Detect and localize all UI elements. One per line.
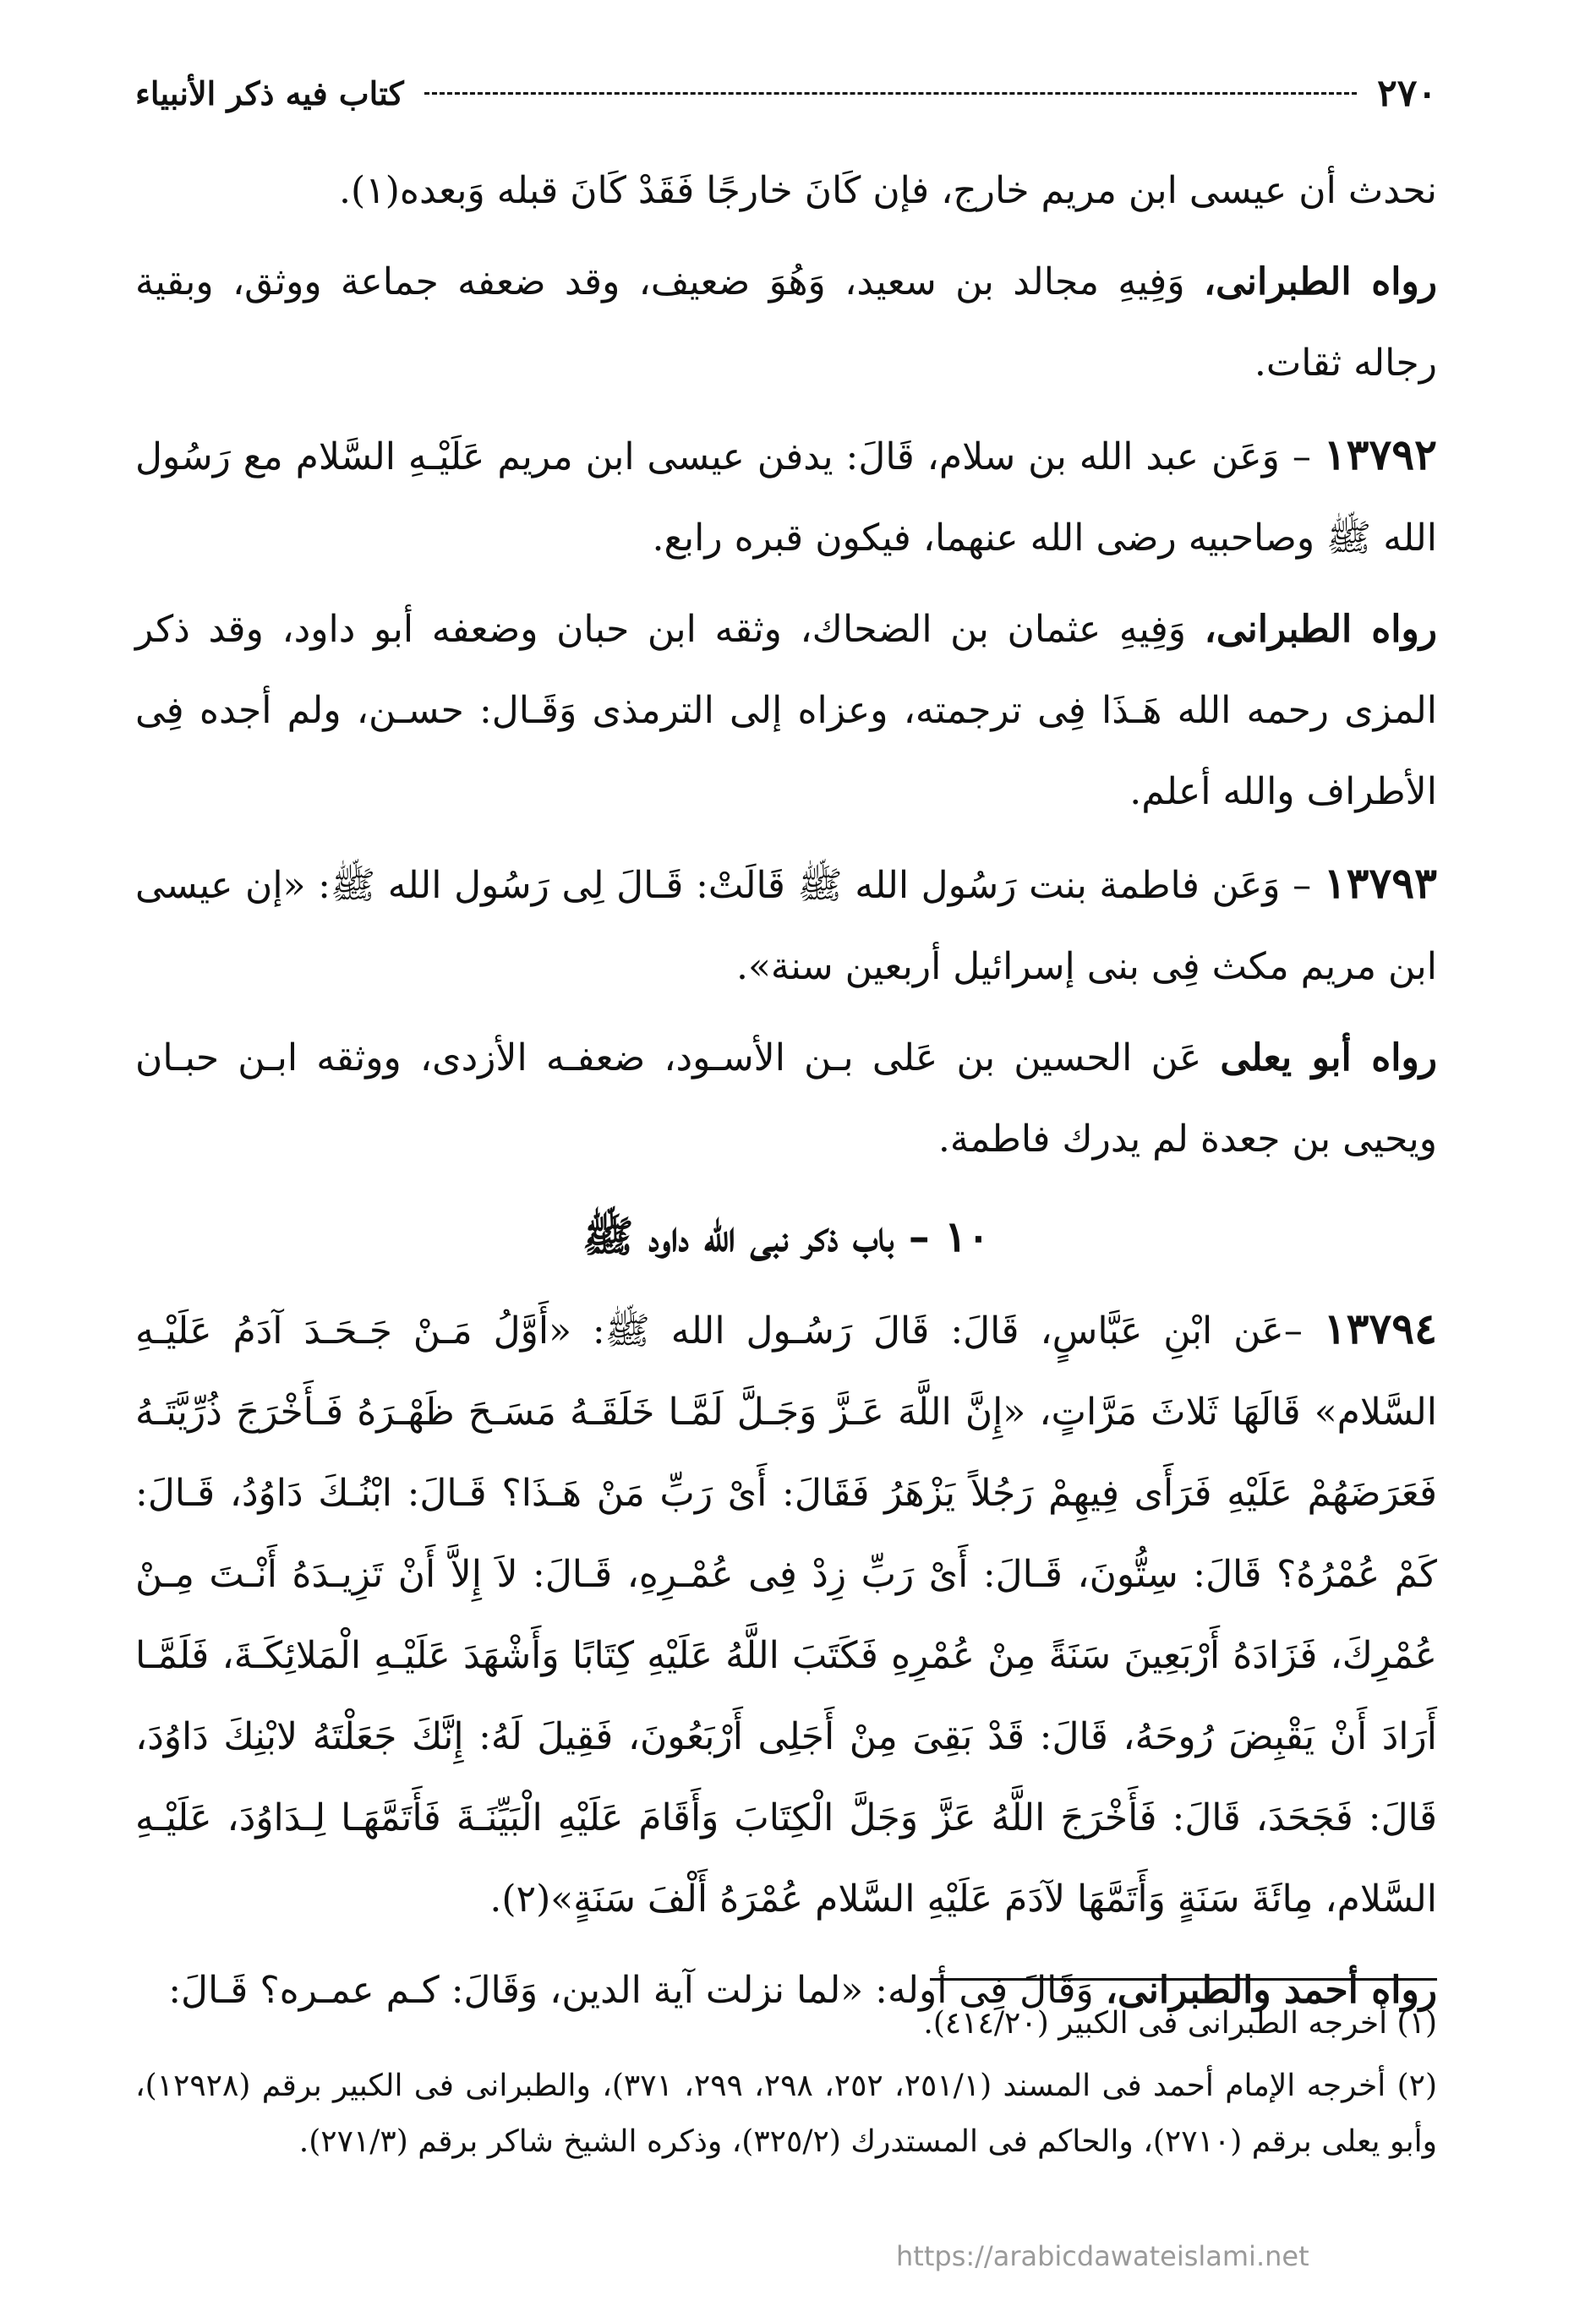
hadith-entry — [135, 414, 1437, 579]
book-title: كتاب فيه ذكر الأنبياء — [135, 74, 404, 112]
hadith-number: ١٣٧٩٣ — [1323, 858, 1437, 908]
narrator-lead: رواه الطبرانى، — [1203, 260, 1437, 303]
narrator-lead: رواه أحمد والطبرانى، — [1105, 1969, 1437, 2012]
book-page — [135, 59, 1437, 2274]
paragraph — [135, 150, 1437, 232]
narrator-lead: رواه أبو يعلى — [1220, 1036, 1438, 1079]
footnote-rule — [930, 1978, 1437, 1981]
main-text — [135, 150, 1437, 2031]
narrator-lead: رواه الطبرانى، — [1204, 608, 1438, 651]
paragraph-text: وَفِيهِ عثمان بن الضحاك، وثقه ابن حبان وضعفه أبو داود، وقد ذكر المزى رحمه الله هَـذَا فِى ترجمته، وعزاه إلى الترمذى وَقَـال: حسـن، ولم أجده فِى الأطراف والله أعلم. — [135, 608, 1437, 813]
hadith-text: – وَعَن فاطمة بنت رَسُول الله ﷺ قَالَتْ: قَـالَ لِى رَسُول الله ﷺ: «إن عيسى ابن مريم مكث فِى بنى إسرائيل أربعين سنة». — [135, 864, 1437, 988]
header-divider — [424, 92, 1357, 95]
paragraph-text: نحدث أن عيسى ابن مريم خارج، فإن كَانَ خارجًا فَقَدْ كَانَ قبله وَبعده(١). — [338, 169, 1437, 212]
hadith-text: –عَن ابْنِ عَبَّاسٍ، قَالَ: قَالَ رَسُـول الله ﷺ: «أَوَّلُ مَـنْ جَـحَـدَ آدَمُ عَلَيْـهِ السَّلام» قَالَهَا ثَلاثَ مَرَّاتٍ، «إِنَّ اللَّهَ عَـزَّ وَجَـلَّ لَمَّـا خَلَقَـهُ مَسَـحَ ظَهْـرَهُ فَـأَخْرَجَ ذُرِّيَّتَـهُ فَعَرَضَهُمْ عَلَيْهِ فَرَأَى فِيهِمْ رَجُلاً يَزْهَرُ فَقَالَ: أَىْ رَبِّ مَنْ هَـذَا؟ قَـالَ: ابْنُـكَ دَاوُدُ، قَـالَ: كَمْ عُمْرُهُ؟ قَالَ: سِتُّونَ، قَـالَ: أَىْ رَبِّ زِدْ فِى عُمْـرِهِ، قَـالَ: لاَ إِلاَّ أَنْ تَزِيـدَهُ أَنْـتَ مِـنْ عُمْرِكَ، فَزَادَهُ أَرْبَعِينَ سَنَةً مِنْ عُمْرِهِ فَكَتَبَ اللَّهُ عَلَيْهِ كِتَابًا وَأَشْهَدَ عَلَيْـهِ الْمَلائِكَـةَ، فَلَمَّـا أَرَادَ أَنْ يَقْبِضَ رُوحَهُ، قَالَ: قَدْ بَقِىَ مِنْ أَجَلِى أَرْبَعُونَ، فَقِيلَ لَهُ: إِنَّكَ جَعَلْتَهُ لابْنِكَ دَاوُدَ، قَالَ: فَجَحَدَ، قَالَ: فَأَخْرَجَ اللَّهُ عَزَّ وَجَلَّ الْكِتَابَ وَأَقَامَ عَلَيْهِ الْبَيِّنَـةَ فَأَتَمَّهَـا لِـدَاوُدَ، عَلَيْـهِ السَّلام، مِائَةَ سَنَةٍ وَأَتَمَّهَا لآدَمَ عَلَيْهِ السَّلام عُمْرَهُ أَلْفَ سَنَةٍ»(٢). — [135, 1309, 1437, 1921]
paragraph — [135, 1018, 1437, 1180]
paragraph-text: عَن الحسين بن عَلى بـن الأسـود، ضعفـه الأزدى، ووثقه ابـن حبـان ويحيى بن جعدة لم يدرك فاطمة. — [135, 1036, 1437, 1161]
paragraph-text: وَفِيهِ مجالد بن سعيد، وَهُوَ ضعيف، وقد ضعفه جماعة ووثق، وبقية رجاله ثقات. — [135, 260, 1437, 385]
watermark-url: https://arabicdawateislami.net — [896, 2240, 1309, 2272]
page-number: ٢٧٠ — [1377, 71, 1437, 115]
hadith-entry — [135, 1288, 1437, 1940]
chapter-heading: ١٠ – باب ذكر نبى الله داود ﷺ — [582, 1211, 990, 1261]
paragraph — [135, 589, 1437, 833]
hadith-entry — [135, 843, 1437, 1008]
footnotes — [135, 1978, 1437, 2177]
hadith-number: ١٣٧٩٢ — [1323, 429, 1437, 479]
page-header — [135, 59, 1437, 127]
footnote-2: (٢) أخرجه الإمام أحمد فى المسند (٢٥١/١، ٢٥٢، ٢٩٨، ٢٩٩، ٣٧١)، والطبرانى فى الكبير برقم (١٢٩٢٨)، وأبو يعلى برقم (٢٧١٠)، والحاكم فى المستدرك (٣٢٥/٢)، وذكره الشيخ شاكر برقم (٢٧١/٣). — [135, 2069, 1438, 2159]
hadith-text: – وَعَن عبد الله بن سلام، قَالَ: يدفن عيسى ابن مريم عَلَيْـهِ السَّلام مع رَسُول الله ﷺ وصاحبيه رضى الله عنهما، فيكون قبره رابع. — [135, 435, 1437, 560]
hadith-number: ١٣٧٩٤ — [1323, 1304, 1437, 1353]
paragraph — [135, 242, 1437, 404]
footnote-1: (١) أخرجه الطبرانى فى الكبير (٤١٤/٢٠). — [923, 2006, 1437, 2041]
paragraph-text: وَقَالَ فِى أوله: «لما نزلت آية الدين، وَقَالَ: كـم عمـره؟ قَـالَ: — [168, 1969, 1106, 2012]
